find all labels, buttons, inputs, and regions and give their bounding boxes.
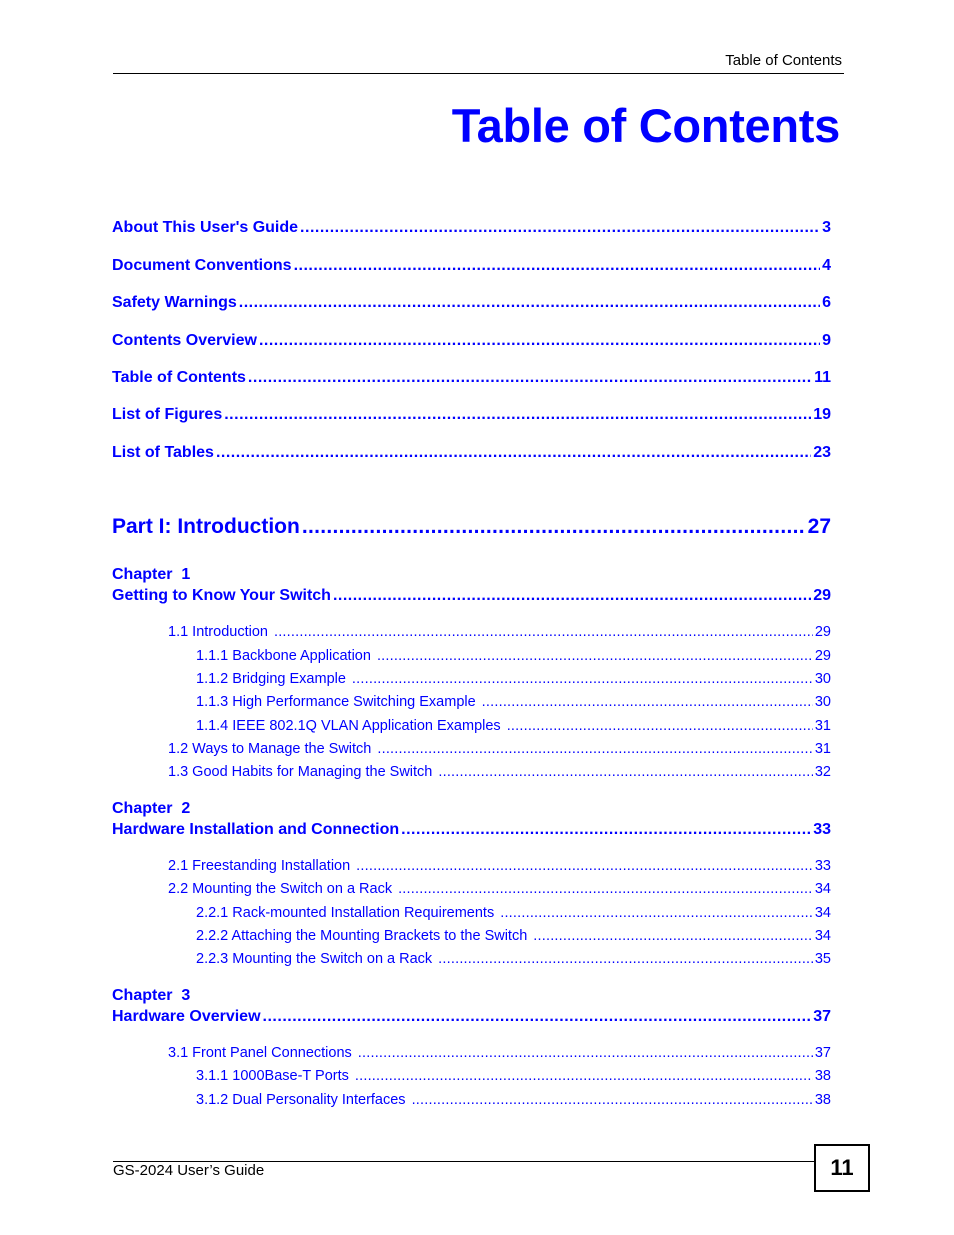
leader-dots <box>438 951 813 967</box>
leader-dots <box>263 1008 812 1026</box>
page-number: 11 <box>830 1155 854 1180</box>
leader-dots <box>438 764 812 780</box>
toc-entry-page: 9 <box>822 332 831 349</box>
toc-chapter-page: 37 <box>813 1008 831 1025</box>
leader-dots <box>507 718 813 734</box>
toc-section-page: 34 <box>814 905 831 921</box>
header-rule <box>113 73 844 74</box>
toc-entry-title: About This User's Guide <box>112 219 299 236</box>
leader-dots <box>533 928 813 944</box>
toc-section-page: 38 <box>814 1068 831 1084</box>
toc-entry-page: 3 <box>822 219 831 236</box>
toc-chapter-title: Hardware Installation and Connection <box>112 821 400 838</box>
toc-entry-page: 19 <box>813 406 831 423</box>
toc-section-title: 1.1.4 IEEE 802.1Q VLAN Application Examples <box>196 718 501 734</box>
leader-dots <box>224 406 811 424</box>
toc-entry-title: List of Figures <box>112 406 223 423</box>
toc-section-title: 1.2 Ways to Manage the Switch <box>168 741 372 757</box>
toc-section-page: 37 <box>814 1045 831 1061</box>
toc-part-title: Part I: Introduction <box>112 515 300 538</box>
toc-entry-title: Table of Contents <box>112 369 246 386</box>
toc-chapter-3[interactable] <box>112 1008 831 1026</box>
toc-entry-contents-overview[interactable] <box>112 332 831 350</box>
chapter-label: Chapter 1 <box>112 566 191 583</box>
toc-section-3-1[interactable] <box>168 1045 831 1061</box>
toc-section-page: 29 <box>814 624 831 640</box>
toc-section-1-1-1[interactable] <box>196 648 831 664</box>
page-number-box <box>814 1144 870 1192</box>
toc-section-title: 2.2.2 Attaching the Mounting Brackets to the Switch <box>196 928 528 944</box>
toc-section-page: 29 <box>814 648 831 664</box>
toc-section-title: 3.1.1 1000Base-T Ports <box>196 1068 349 1084</box>
leader-dots <box>377 648 813 664</box>
leader-dots <box>333 587 811 605</box>
toc-section-title: 3.1.2 Dual Personality Interfaces <box>196 1092 406 1108</box>
toc-chapter-2[interactable] <box>112 821 831 839</box>
leader-dots <box>377 741 812 757</box>
toc-section-2-1[interactable] <box>168 858 831 874</box>
toc-chapter-1[interactable] <box>112 587 831 605</box>
toc-entry-table-of-contents[interactable] <box>112 369 831 387</box>
toc-section-page: 34 <box>814 881 831 897</box>
toc-part-introduction[interactable] <box>112 515 831 539</box>
leader-dots <box>356 858 813 874</box>
leader-dots <box>248 369 812 387</box>
toc-entry-page: 11 <box>814 369 831 386</box>
leader-dots <box>300 219 820 237</box>
leader-dots <box>500 905 813 921</box>
toc-section-1-1-4[interactable] <box>196 718 831 734</box>
toc-section-page: 31 <box>814 741 831 757</box>
toc-section-title: 2.2.3 Mounting the Switch on a Rack <box>196 951 433 967</box>
toc-section-2-2[interactable] <box>168 881 831 897</box>
toc-section-title: 3.1 Front Panel Connections <box>168 1045 352 1061</box>
footer-guide-name: GS-2024 User’s Guide <box>113 1162 265 1179</box>
leader-dots <box>216 444 811 462</box>
leader-dots <box>401 821 811 839</box>
toc-section-page: 31 <box>814 718 831 734</box>
toc-entry-title: List of Tables <box>112 444 214 461</box>
leader-dots <box>358 1045 813 1061</box>
page-title: Table of Contents <box>451 99 840 152</box>
toc-entry-title: Document Conventions <box>112 257 292 274</box>
toc-section-title: 2.2 Mounting the Switch on a Rack <box>168 881 393 897</box>
toc-section-page: 32 <box>814 764 831 780</box>
leader-dots <box>294 257 821 275</box>
chapter-label: Chapter 2 <box>112 800 191 817</box>
toc-section-1-1-3[interactable] <box>196 694 831 710</box>
toc-section-page: 30 <box>814 694 831 710</box>
toc-chapter-title: Hardware Overview <box>112 1008 261 1025</box>
toc-entry-title: Safety Warnings <box>112 294 237 311</box>
leader-dots <box>398 881 813 897</box>
toc-section-title: 1.1.3 High Performance Switching Example <box>196 694 476 710</box>
toc-section-title: 1.1.1 Backbone Application <box>196 648 371 664</box>
toc-section-3-1-1[interactable] <box>196 1068 831 1084</box>
toc-chapter-page: 33 <box>813 821 831 838</box>
leader-dots <box>355 1068 813 1084</box>
toc-entry-page: 6 <box>822 294 831 311</box>
chapter-label: Chapter 3 <box>112 987 191 1004</box>
toc-section-2-2-3[interactable] <box>196 951 831 967</box>
toc-section-2-2-1[interactable] <box>196 905 831 921</box>
toc-entry-about-guide[interactable] <box>112 219 831 237</box>
toc-entry-document-conventions[interactable] <box>112 257 831 275</box>
leader-dots <box>274 624 813 640</box>
toc-section-page: 38 <box>814 1092 831 1108</box>
leader-dots <box>302 515 806 539</box>
toc-chapter-title: Getting to Know Your Switch <box>112 587 331 604</box>
running-header: Table of Contents <box>725 52 842 69</box>
toc-section-page: 35 <box>814 951 831 967</box>
leader-dots <box>239 294 820 312</box>
leader-dots <box>412 1092 813 1108</box>
toc-chapter-page: 29 <box>813 587 831 604</box>
toc-section-1-2[interactable] <box>168 741 831 757</box>
toc-section-page: 33 <box>814 858 831 874</box>
toc-entry-title: Contents Overview <box>112 332 257 349</box>
toc-section-title: 2.2.1 Rack-mounted Installation Requirements <box>196 905 495 921</box>
leader-dots <box>259 332 820 350</box>
toc-section-title: 1.3 Good Habits for Managing the Switch <box>168 764 433 780</box>
toc-section-page: 30 <box>814 671 831 687</box>
toc-section-1-3[interactable] <box>168 764 831 780</box>
toc-entry-page: 23 <box>813 444 831 461</box>
leader-dots <box>352 671 813 687</box>
toc-part-page: 27 <box>807 515 831 538</box>
toc-entry-page: 4 <box>822 257 831 274</box>
toc-section-page: 34 <box>814 928 831 944</box>
toc-section-title: 2.1 Freestanding Installation <box>168 858 351 874</box>
toc-section-3-1-2[interactable] <box>196 1092 831 1108</box>
toc-section-1-1-2[interactable] <box>196 671 831 687</box>
toc-section-title: 1.1.2 Bridging Example <box>196 671 346 687</box>
toc-section-2-2-2[interactable] <box>196 928 831 944</box>
leader-dots <box>482 694 813 710</box>
toc-entry-list-of-figures[interactable] <box>112 406 831 424</box>
toc-section-1-1[interactable] <box>168 624 831 640</box>
toc-section-title: 1.1 Introduction <box>168 624 268 640</box>
toc-entry-safety-warnings[interactable] <box>112 294 831 312</box>
toc-entry-list-of-tables[interactable] <box>112 444 831 462</box>
